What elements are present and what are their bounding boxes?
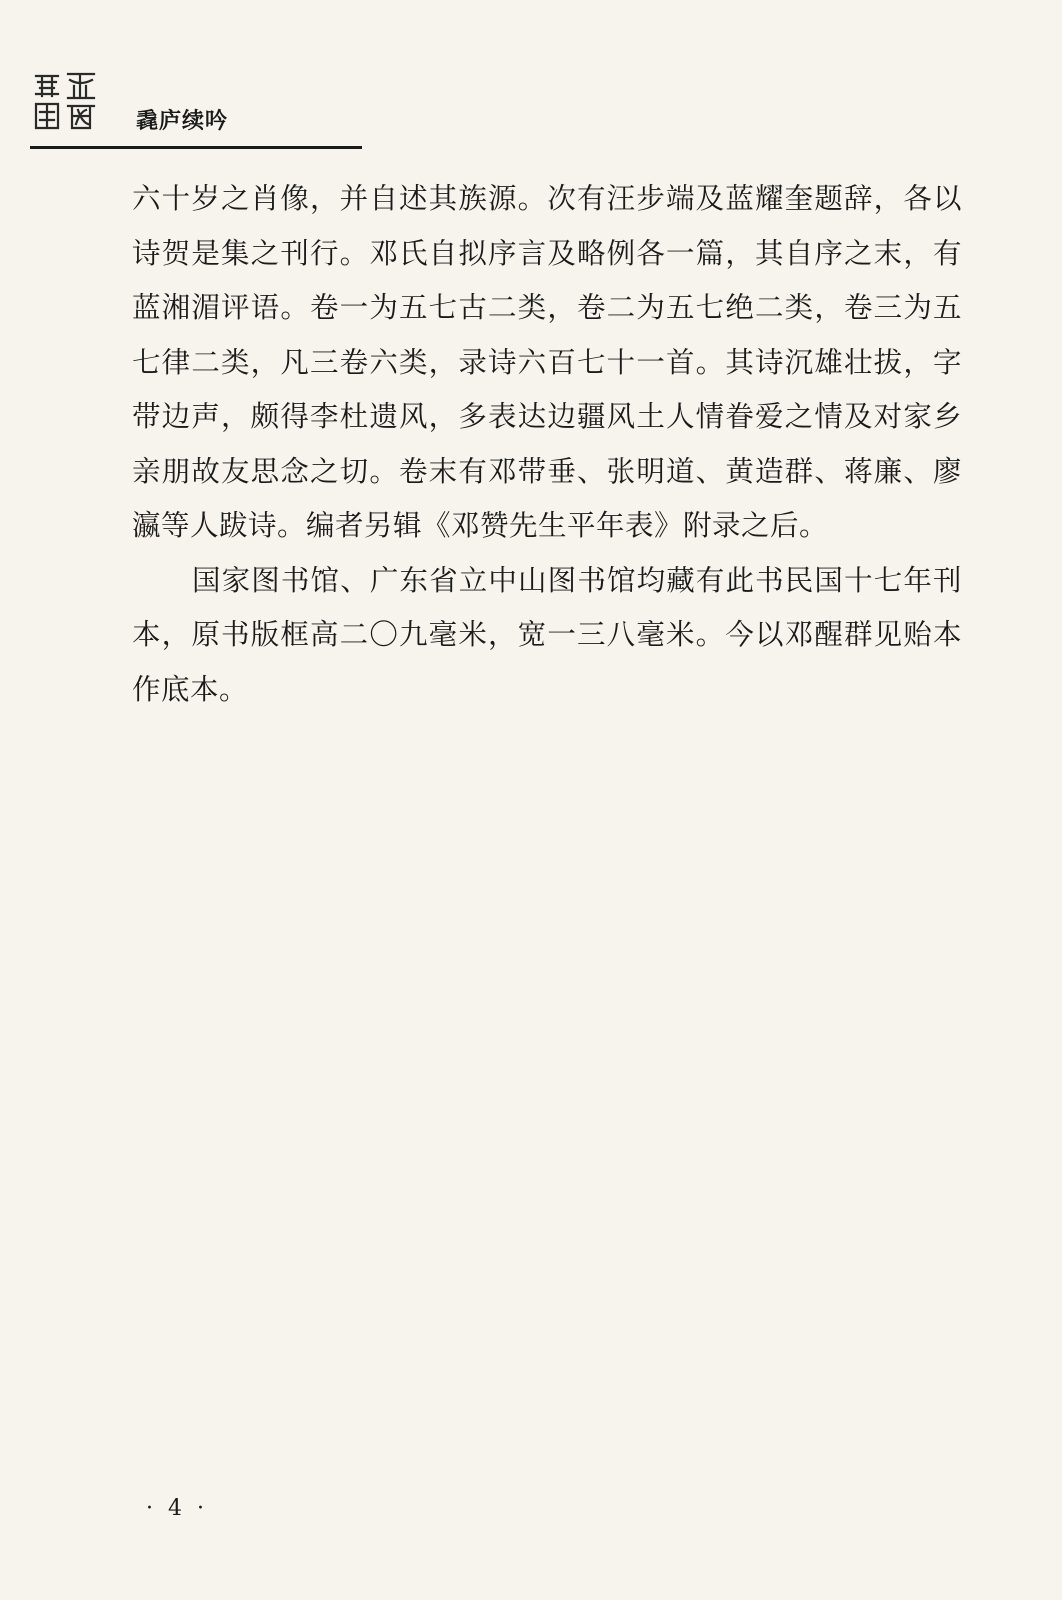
paragraph: 六十岁之肖像，并自述其族源。次有汪步端及蓝耀奎题辞，各以诗贺是集之刊行。邓氏自拟序言及略例各一篇，其自序之末，有蓝湘湄评语。卷一为五七古二类，卷二为五七绝二类，卷三为五七律二类，凡三卷六类，录诗六百七十一首。其诗沉雄壮拔，字带边声，颇得李杜遗风，多表达边疆风土人情眷爱之情及对家乡亲朋故友思念之切。卷末有邓带垂、张明道、黄造群、蒋廉、廖瀛等人跋诗。编者另辑《邓赞先生平年表》附录之后。: [132, 182, 962, 542]
page-number: · 4 ·: [146, 1496, 208, 1521]
running-title: 毳庐续吟: [136, 109, 229, 134]
paragraph: 国家图书馆、广东省立中山图书馆均藏有此书民国十七年刊本，原书版框高二〇九毫米，宽一三八毫米。今以邓醒群见贻本作底本。: [132, 563, 962, 706]
body-text: [132, 172, 962, 717]
seal-logo: [30, 66, 102, 134]
header-rule: [30, 146, 362, 149]
